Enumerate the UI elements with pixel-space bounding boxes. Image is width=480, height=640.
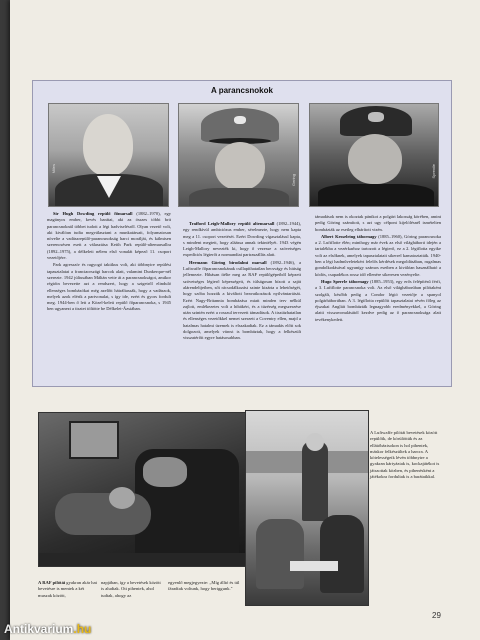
caption-raf-part-1 [38,580,98,599]
watermark-tld: .hu [73,622,92,636]
floor [39,553,246,567]
text-column-3 [315,214,441,324]
pilot-head [306,433,324,451]
goring-cap-badge [234,116,246,124]
caption-raf-part-3: egyenlő megjegyezte: „Míg álltó és túl fáradtak voltunk, hogy beriggunk." [168,580,240,592]
book-page [10,0,480,640]
sleeping-pilot-1 [143,457,187,487]
person-name: Sir Hugh Dowding repülő főmarsall [53,211,133,216]
text-column-2 [183,221,301,343]
pilot-seated-right [320,515,364,593]
portrait-commander [309,103,439,207]
photo-credit: Sprevile [431,164,436,179]
page-number: 29 [432,611,441,620]
paragraph: (1882–1970), egy magányos ember, kevés barátai, aki az összes többi brit parancsnoknál többet tudott a légi hadviselésről. Olyan vezető volt, aki kiválóan tudta megválasztani a munkatársait, folyamatosan növelte a vadászrepülő-parancsnokság harci morálját, és kálmisen szerencsésen esett a választása Keith Park repülő-altemarsallra (1892–1975), a délkeleti nélem első vonalát képező 11. csoport vezetőjére. [47,211,171,261]
goring-cap [201,108,279,142]
photo-credit: Gering [291,174,296,187]
pilot-seated-left [256,519,304,589]
goring-face [215,142,265,190]
box-title: A parancsnokok [211,86,273,95]
goring-uniform [189,188,289,207]
dowding-face [83,114,133,176]
sleeping-pilot-2 [55,493,151,535]
caption-raf-part-2: napjában, így a bevetések között is aludtak. Ott pihentek, ahol tudtak, ahogy az [101,580,161,598]
sleeping-pilot-head [109,487,135,509]
photo-credit: Miles [51,164,56,174]
commander-face [348,134,402,184]
photo-raf-pilots-resting [38,412,246,567]
caption-lead: A RAF pilótái [38,580,66,585]
commander-cap-badge [368,112,384,122]
paragraph: Park agresszív és ragyogó taktikus volt, aki többnyire repülési tapasztalatai a franciaországi harcok alatt, valamint Dunkerque-nél szerezte. 1942 júliusában Máltán vette át a parancsnokságot, amikor régióin bevezette azt a rendszert, hogy a szigetről elinduló ellenséges bombázókat még azelőtt hátráltassák, hogy a vadászok, melyek azok elérik a partvonalat, s így ide, ezért és gyors fordult meg. 1944-ben ő lett a Közel-keleti repülő főparancsnoka, s 1945 ben ugyanezt a tisztet töltötte be Délkelet-Ázsiában. [47,262,171,312]
paragraph: (1892–1946), a Luftwaffe főparancsnokának csillapíthatatlan becsvágy és hiúság jellemezte. Hibásan ítélte meg az RAF repülőgépeiből képzett szövetséges légierő képességeit, és túlságosan bízott a saját alárendeltjeiben, sőt rácsodálkozást szinte kizárta a lehetőségét, hogy szóba hozzák a kiváltott beavatkozások nyilvántartását. Ezért Nagy-Britannia bombázása miatt minden terv nélkül zajlott, emlékezetes volt a hibákért, és a tüzérség megszerzése után szintén ezért a rosszul tervezett támadások. A tisztázhatatlan és ellenséges vezetőkkel nemet szerzett a Coventry ellen, majd a hatalmas hatalmi üzemek is elszakadtak. Ez a támadás előtt sok dolgozott, amelyek várost is bombáztak, hogy a felkészült visszatérőit egyre hatásosabban. [183,259,302,341]
paragraph: (1892–1944), egy rendkívül ambiciózus ember, sérelmezte, hogy nem kapta meg a 11. csoport vezetését. Ezért Dowding vígasztalásul kapta, s mindent megtett, hogy aláássa annak tekintélyét. 1943 végén Leigh-Mallory nevezték ki, hogy ő vezesse a szövetséges expedíciós légierőt a normandiai partraszállás alatt. [183,221,301,258]
commanders-box [32,80,452,387]
caption-luftwaffe: A Luftwaffe pilótái bevetések között repülőik, de körülöttük és az ellátóbázisokon is hol pihentek, máskor felkészültek a harcra. A kötelességeik lévén többnyire a gyakran kártyáztak is, kockajátékot is játszottak közben, és pihenésként a játékokra fordultak is a barátaikkal. [370,430,440,480]
paragraph: (1885–1960), Göring parancsnoka a 2. Luftflotte élén; minthogy már évek az első világháború idején a tartalékba a vezérkarhoz tartozott a légierő, ez a 2. légiflotta egyike volt az elsőknek, amelyek tapasztalatait sikerrel kamatoztatták. 1940-ben a légi hadműveletekért felelős kérdések megoldásában, rugalmas gondolkodásával ugyanígy számos esetben a kiválóan használható a ködös, csapadékos rossz idő ellenére sikeresen vezényelte. [315,233,441,277]
card-table [290,561,338,571]
text-column-1 [47,211,171,314]
watermark-brand: Antikvarium [4,622,74,636]
person-name: Albert Kesselring tábornagy [321,233,377,239]
window [69,421,119,459]
caption-text: gyakran akár hat bevetésre is mentek a két muszak között, [38,580,97,598]
portrait-dowding [48,103,169,207]
person-name: Trafford Leigh-Mallory repülő altemarsall [189,221,275,226]
portrait-goring [178,103,299,207]
paragraph: támadások nem is okoztak pánikot a polgári lakosság körében, amint pedig Göring számított, s azt ugy célpont kijelölésnél ismételten bombázták az esetleg elhárított vizén. [315,214,441,232]
watermark-logo [4,622,91,636]
commander-uniform [318,184,434,207]
pilot-standing [302,441,328,521]
paragraph: (1885–1953), egy erős felépítésű férfi, a 3. Luftflotte parancsnoka volt. Az első világháborúban pilótaként szolgált, később pedig a Condor légió vezetője a spanyol polgárháborúban. A 3. légiflotta repülőit tapasztalatai révén főleg az éjszakai Angliát bombázták legnagyobb eredményekkel, a Göring alatti visszavonulásától kezdve pedig az ő parancsnoksága alatt tevékenykedett. [315,278,442,322]
person-name: Hugo Sperrle tábornagy [321,278,369,284]
photo-luftwaffe-pilots [245,410,369,606]
person-name: Hermann Göring birodalmi marsall [189,259,267,265]
